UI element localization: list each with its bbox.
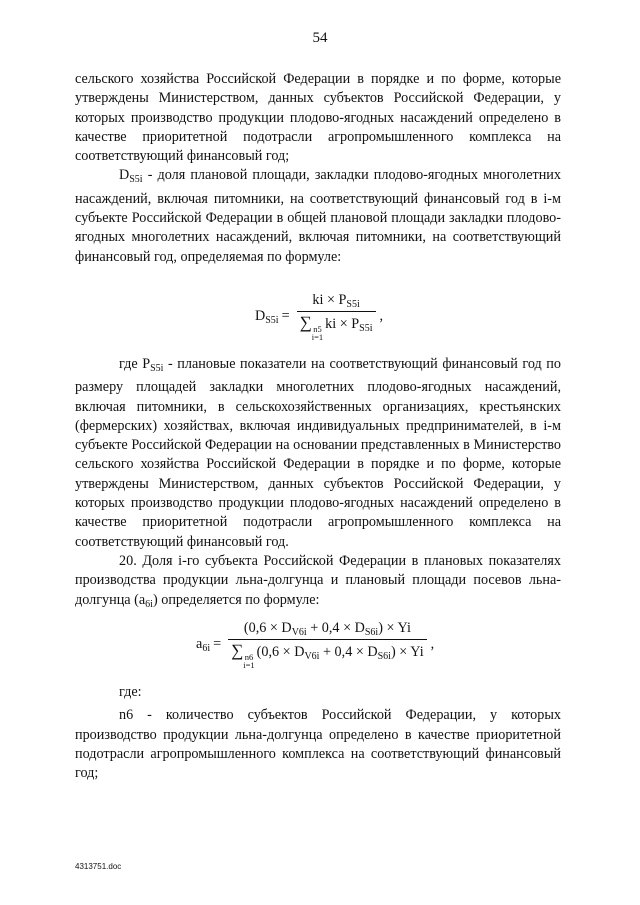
paragraph-continuation: сельского хозяйства Российской Федерации в порядке и по форме, которые утверждены Министерством, данных субъектов Российской Федерации, у которых производство продукции плодово-ягодных насаждений определено в качестве приоритетной подотрасли агропромышленного комплекса на соответствующий финансовый год; (75, 71, 561, 165)
text-block-3 (75, 683, 561, 783)
symbol-subscript: S5i (129, 174, 143, 186)
formula-equals: = (213, 636, 222, 652)
paragraph-ds5i-definition (75, 166, 561, 266)
definition-text: - доля плановой площади, закладки плодово-ягодных многолетних насаждений, включая питомники, на соответствующий финансовый год в i-м субъекте Российской Федерации в общей плановой площади закладки плодово-ягодных многолетних насаждений, включая питомники, на соответствующий финансовый год, определяемая по формуле: (75, 167, 561, 265)
formula-denominator: ∑ n6 i=1 $(0,6 \times D_{V6i} + 0,4 \times D_{S6i}) \times Yi$ (231, 641, 424, 670)
formula-numerator: ki × $P_{S5i}$ (297, 292, 376, 312)
formula-equals: = (281, 308, 290, 324)
symbol-d: D (119, 167, 130, 184)
text-block-2 (75, 355, 561, 614)
paragraph-item-20: 20. Доля i-го субъекта Российской Федерации в плановых показателях производства продукции льна-долгунца и плановый площади посевов льна-долгунца $(a_{6i})$ определяется по формуле: (75, 552, 561, 610)
formula-lhs: $a_{6i}$ (196, 635, 211, 654)
formula-comma: , (430, 636, 435, 652)
footer-filename: 4313751.doc (75, 862, 122, 871)
where-label: где: (119, 684, 142, 700)
formula-a6i (196, 620, 434, 669)
formula-denominator: ∑ n5 i=1 ki × $P_{S5i}$ (299, 313, 373, 342)
page-number: 54 (312, 30, 328, 46)
paragraph-n6-definition: n6 - количество субъектов Российской Федерации, у которых производство продукции льна-долгунца определено в качестве приоритетной подотрасли агропромышленного комплекса на соответствующий финансовый год; (75, 707, 561, 782)
formula-lhs: $D_{S5i}$ (255, 307, 279, 326)
formula-fraction (228, 620, 427, 669)
paragraph-ps5i-definition: где $P_{S5i}$ - плановые показатели на соответствующий финансовый год по размеру площадей закладки многолетних плодово-ягодных насаждений, включая питомники, в сельскохозяйственных организациях, крестьянских (фермерских) хозяйствах, включая индивидуальных предпринимателей, в i-м субъекте Российской Федерации на основании представленных в Министерство сельского хозяйства Российской Федерации в порядке и по форме, которые утверждены Министерством, данных субъектов Российской Федерации, у которых производство продукции плодово-ягодных насаждений определено в качестве приоритетной подотрасли агропромышленного комплекса на соответствующий финансовый год. (75, 356, 561, 550)
formula-fraction (297, 292, 376, 341)
formula-ds5i (255, 292, 383, 341)
formula-comma: , (379, 308, 384, 324)
formula-numerator: $(0,6 \times D_{V6i} + 0,4 \times D_{S6i}) \times Yi$ (228, 620, 427, 640)
text-block-1 (75, 70, 561, 267)
